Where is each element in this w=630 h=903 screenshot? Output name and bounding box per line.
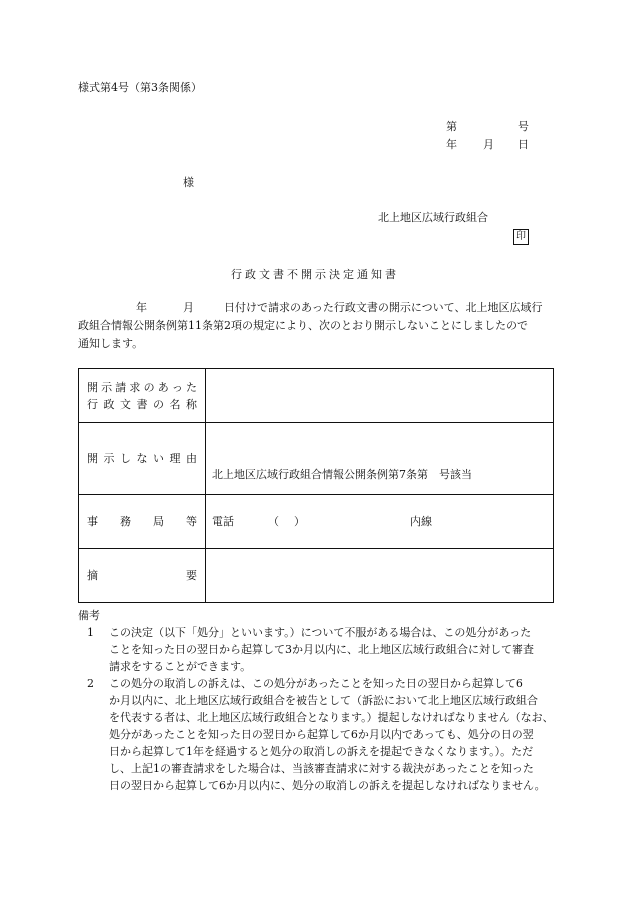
note-line: し、上記1の審査請求をした場合は、当該審査請求に対する裁決があったことを知った [109, 762, 534, 775]
body-line-3: 通知します。 [78, 337, 144, 350]
addressee-suffix: 様 [183, 176, 194, 189]
note-line: ことを知った日の翌日から起算して3か月以内に、北上地区広域行政組合に対して審査 [109, 643, 534, 656]
remarks-value [206, 549, 554, 603]
date-year-label: 年 [446, 138, 457, 151]
body-paragraph [78, 302, 558, 356]
note-line: か月以内に、北上地区広域行政組合を被告として（訴訟において北上地区広域行政組合 [109, 694, 538, 707]
issuer-name: 北上地区広域行政組合 [378, 211, 488, 224]
note-line: 請求をすることができます。 [109, 660, 252, 673]
label-line: 開 示 し な い 理 由 [87, 452, 197, 465]
non-disclosure-reason-label [79, 423, 206, 495]
label-line: 摘 要 [87, 569, 197, 582]
tel-paren-open: （ [268, 514, 279, 528]
label-line: 事 務 局 等 [87, 515, 197, 528]
extension-label: 内線 [410, 514, 432, 528]
note-item [87, 627, 557, 678]
body-line-1: 年 月 日付けで請求のあった行政文書の開示について、北上地区広域行 [136, 301, 543, 314]
label-line: 開 示 請 求 の あ っ た [87, 380, 197, 394]
date-month-label: 月 [483, 138, 494, 151]
number-label-dai: 第 [446, 120, 457, 133]
table-row [79, 549, 554, 603]
office-label [79, 495, 206, 549]
office-contact-value [206, 495, 554, 549]
reason-text: 北上地区広域行政組合情報公開条例第7条第 号該当 [212, 467, 472, 481]
date-day-label: 日 [518, 138, 529, 151]
note-line: を代表する者は、北上地区広域行政組合となります。）提起しなければなりません（なお、 [109, 711, 554, 724]
note-line: 日の翌日から起算して6か月以内に、処分の取消しの訴えを提起しなければなりません。 [109, 779, 546, 792]
non-disclosure-reason-value [206, 423, 554, 495]
table-row [79, 369, 554, 423]
number-label-go: 号 [518, 120, 529, 133]
note-item [87, 678, 557, 797]
form-number: 様式第4号（第3条関係） [78, 81, 202, 94]
note-line: 日から起算して1年を経過すると処分の取消しの訴えを提起できなくなります。）。ただ [109, 745, 534, 758]
remarks-label [79, 549, 206, 603]
requested-document-label [79, 369, 206, 423]
telephone-line [206, 512, 553, 532]
note-line: この決定（以下「処分」といいます。）について不服がある場合は、この処分があった [109, 626, 532, 639]
table-row [79, 495, 554, 549]
tel-paren-close: ） [294, 514, 305, 528]
tel-label: 電話 [212, 514, 234, 528]
seal-mark: 印 [513, 229, 529, 245]
table-row [79, 423, 554, 495]
note-number: 2 [87, 677, 94, 690]
info-table [78, 368, 554, 603]
notes-list [87, 627, 557, 797]
body-line-2: 政組合情報公開条例第11条第2項の規定により、次のとおり開示しないことにしましたので [78, 319, 528, 332]
label-line: 行 政 文 書 の 名 称 [87, 397, 197, 411]
document-title: 行政文書不開示決定通知書 [231, 268, 399, 281]
note-line: この処分の取消しの訴えは、この処分があったことを知った日の翌日から起算して6 [109, 677, 523, 690]
requested-document-value [206, 369, 554, 423]
note-line: 処分があったことを知った日の翌日から起算して6か月以内であっても、処分の日の翌 [109, 728, 534, 741]
notes-heading: 備考 [78, 609, 100, 622]
note-number: 1 [87, 626, 94, 639]
